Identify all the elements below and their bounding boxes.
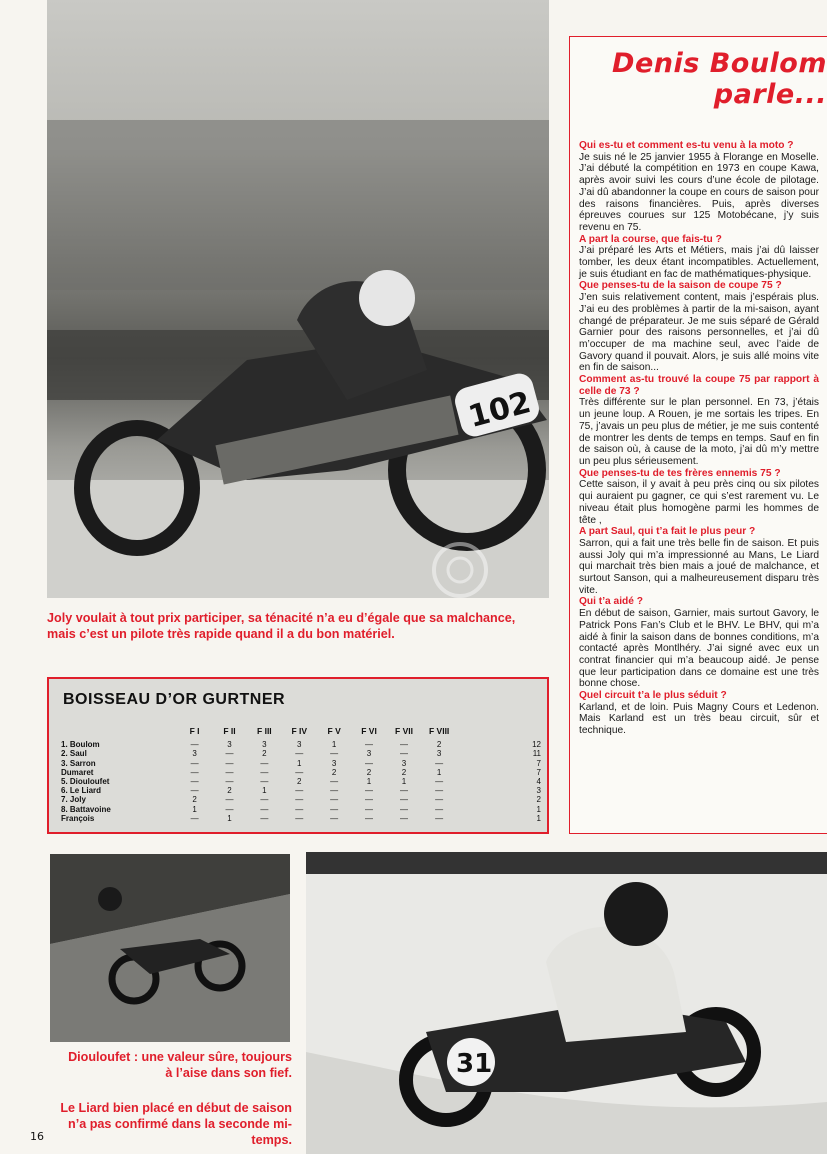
points-cell: — — [190, 813, 199, 823]
points-total: 2 — [536, 795, 541, 805]
points-cell: 3 — [331, 758, 337, 768]
points-cell: — — [400, 813, 408, 823]
standings-row — [61, 740, 547, 749]
page-number: 16 — [30, 1130, 44, 1143]
rider-name: François — [61, 813, 95, 823]
points-cell: — — [435, 795, 444, 805]
points-cell: — — [225, 758, 234, 768]
points-cell: — — [260, 795, 269, 805]
header-f7: F VII — [395, 726, 413, 736]
rider-name: 6. Le Liard — [61, 786, 102, 796]
caption-liard: Le Liard bien placé en début de saison n’a pas confirmé dans la seconde mi-temps. — [60, 1101, 292, 1147]
points-cell: — — [435, 758, 444, 768]
interview-answer: Sarron, qui a fait une très belle fin de saison. Et puis aussi Joly qui m’a impressionné au Mans, Le Liard qui marchait très bien mais a joué de malchance, et surtout Sanson, qui a malheureusement disparu très vite. — [579, 537, 819, 596]
standings-row — [61, 777, 547, 786]
standings-body — [61, 740, 547, 823]
points-cell: — — [260, 767, 269, 777]
interview-body — [579, 140, 819, 737]
points-cell: — — [435, 777, 444, 787]
points-cell: — — [260, 804, 269, 814]
points-cell: 1 — [331, 740, 337, 750]
points-cell: — — [330, 786, 339, 796]
points-total: 11 — [532, 749, 541, 759]
points-cell: — — [190, 740, 199, 750]
standings-row — [61, 749, 547, 758]
rider-name: 8. Battavoine — [61, 804, 111, 814]
interview-answer: Très différente sur le plan personnel. En 73, j’étais un jeune loup. A Rouen, je me sortais les tripes. En 75, j’avais un peu plus de métier, je me suis contenté de montrer les dents de temps en temps. Sauf en fin de saison où, à cause de la moto, j’ai dû m’y mettre un peu plus sérieusement. — [579, 397, 819, 467]
photo-diouloufet — [50, 854, 290, 1042]
points-cell: 3 — [436, 749, 442, 759]
points-cell: — — [330, 804, 339, 814]
points-cell: 2 — [227, 786, 232, 796]
points-cell: 1 — [297, 758, 302, 768]
points-cell: — — [260, 777, 269, 787]
points-cell: — — [295, 767, 304, 777]
points-cell: — — [190, 767, 199, 777]
header-f8: F VIII — [428, 726, 450, 736]
points-cell: 3 — [297, 740, 302, 750]
points-total: 1 — [536, 813, 541, 823]
standings-row — [61, 759, 547, 768]
points-cell: — — [330, 777, 339, 787]
rider-name: 7. Joly — [61, 795, 86, 805]
points-cell: — — [225, 749, 234, 759]
points-cell: 2 — [366, 767, 372, 777]
points-cell: 3 — [227, 740, 232, 750]
points-cell: — — [435, 813, 444, 823]
points-cell: — — [225, 767, 234, 777]
photo-joly-racing — [47, 0, 549, 598]
points-total: 3 — [536, 786, 541, 796]
points-cell: — — [225, 804, 234, 814]
caption-diouloufet: Diouloufet : une valeur sûre, toujours à l’aise dans son fief. — [68, 1050, 292, 1080]
caption-joly: Joly voulait à tout prix participer, sa ténacité n’a eu d’égale que sa malchance, mais c’est un pilote très rapide quand il a du bon matériel. — [47, 611, 516, 641]
points-cell: — — [400, 786, 408, 796]
points-cell: — — [260, 758, 269, 768]
rider-name: 5. Diouloufet — [61, 777, 110, 787]
points-total: 7 — [536, 758, 541, 768]
points-cell: 3 — [192, 749, 197, 759]
points-cell: — — [295, 749, 304, 759]
points-cell: 2 — [192, 795, 197, 805]
points-cell: — — [365, 795, 374, 805]
points-cell: — — [400, 749, 408, 759]
points-cell: — — [365, 813, 374, 823]
points-total: 4 — [536, 777, 541, 787]
points-cell: — — [365, 740, 374, 750]
standings-row — [61, 795, 547, 804]
points-cell: 2 — [436, 740, 442, 750]
photo-le-liard — [306, 852, 827, 1154]
points-cell: — — [365, 804, 374, 814]
points-cell: — — [400, 804, 408, 814]
header-f6: F VI — [361, 726, 377, 736]
points-cell: — — [400, 740, 408, 750]
interview-answer: J’ai préparé les Arts et Métiers, mais j’ai dû laisser tomber, les deux étant incompatibles. Actuellement, je suis étudiant en fac de mathématiques-physique. — [579, 245, 819, 280]
interview-question: A part Saul, qui t’a fait le plus peur ? — [579, 526, 756, 538]
points-cell: 2 — [401, 767, 407, 777]
interview-question: Qui es-tu et comment es-tu venu à la moto ? — [579, 140, 794, 151]
points-cell: — — [190, 786, 199, 796]
interview-question: A part la course, que fais-tu ? — [579, 233, 722, 245]
rider-name: Dumaret — [61, 767, 94, 777]
interview-title-line1: Denis Boulom — [612, 48, 827, 79]
points-cell: 1 — [192, 804, 197, 814]
points-cell: 2 — [297, 777, 302, 787]
interview-question: Qui t’a aidé ? — [579, 596, 643, 608]
interview-question: Que penses-tu de la saison de coupe 75 ? — [579, 280, 782, 292]
points-cell: 3 — [366, 749, 372, 759]
points-cell: — — [295, 786, 304, 796]
points-cell: — — [435, 804, 444, 814]
header-f1: F I — [189, 726, 200, 736]
points-cell: — — [295, 813, 304, 823]
points-cell: — — [260, 813, 269, 823]
points-total: 7 — [536, 767, 541, 777]
standings-row — [61, 786, 547, 795]
header-f3: F III — [257, 726, 272, 736]
rider-name: 2. Saul — [61, 749, 87, 759]
points-cell: 1 — [366, 777, 372, 787]
points-cell: 3 — [262, 740, 267, 750]
standings-title: BOISSEAU D’OR GURTNER — [63, 691, 286, 708]
points-cell: 1 — [227, 813, 232, 823]
points-cell: — — [225, 777, 234, 787]
points-cell: — — [365, 758, 374, 768]
header-name — [61, 727, 177, 740]
header-total — [457, 727, 547, 740]
points-cell: — — [330, 795, 339, 805]
rider-name: 3. Sarron — [61, 758, 96, 768]
standings-row — [61, 805, 547, 814]
points-cell: — — [330, 749, 339, 759]
points-cell: 3 — [401, 758, 407, 768]
interview-answer: Karland, et de loin. Puis Magny Cours et Ledenon. Mais Karland est un très beau circuit, sûr et technique. — [579, 701, 819, 737]
points-cell: — — [225, 795, 234, 805]
standings-box — [47, 677, 549, 834]
points-cell: — — [190, 758, 199, 768]
points-cell: 1 — [262, 786, 267, 796]
header-f5: F V — [327, 726, 341, 736]
interview-question: Quel circuit t’a le plus séduit ? — [579, 690, 727, 702]
interview-answer: Je suis né le 25 janvier 1955 à Florange en Moselle. J’ai débuté la compétition en 1973 en coupe Kawa, après avoir suivi les cours d’une école de pilotage. J’ai dû abandonner la coupe en cours de saison pour des raisons financières. Puis, après diverses épreuves courues sur 125 Motobécane, j’y suis revenu en 75. — [579, 151, 819, 233]
points-cell: 1 — [401, 777, 407, 787]
interview-answer: En début de saison, Garnier, mais surtout Gavory, le Patrick Pons Fan’s Club et le BHV. Le BHV, qui m’a aidé à finir la saison dans de bonnes conditions, m’a contacté après Montlhéry. J’ai signé avec eux un contrat financier qui m’a beaucoup aidé. Je pense que leur participation dans ce domaine est une très bonne chose. — [579, 608, 819, 690]
points-cell: 2 — [262, 749, 267, 759]
standings-table — [61, 727, 547, 823]
standings-row — [61, 768, 547, 777]
bike-number-31-label: 31 — [456, 1049, 493, 1079]
interview-title — [569, 48, 827, 110]
header-f4: F IV — [291, 726, 308, 736]
interview-title-line2: parle... — [713, 79, 827, 110]
header-f2: F II — [223, 726, 236, 736]
rider-name: 1. Boulom — [61, 740, 100, 750]
interview-answer: J’en suis relativement content, mais j’espérais plus. J’ai eu des problèmes à partir de la mi-saison, ayant changé de préparateur. Je me suis séparé de Gérald Garnier pour des raisons personnelles, et j’ai dû m’occuper de ma machine seul, avec l’aide de Gavory quand il pouvait. Alors, je suis allé moins vite en fin de saison... — [579, 292, 819, 374]
points-cell: — — [295, 795, 304, 805]
points-cell: 1 — [436, 767, 442, 777]
points-cell: — — [400, 795, 408, 805]
bike-number-label: 102 — [464, 384, 535, 435]
points-cell: — — [365, 786, 374, 796]
points-cell: — — [330, 813, 339, 823]
points-cell: — — [190, 777, 199, 787]
interview-answer: Cette saison, il y avait à peu près cinq ou six pilotes qui auraient pu gagner, ce qui s’est rarement vu. Le niveau était plus homogène parmi les hommes de tête , — [579, 479, 819, 526]
points-cell: — — [435, 786, 444, 796]
interview-question: Que penses-tu de tes frères ennemis 75 ? — [579, 467, 781, 479]
points-total: 1 — [536, 804, 541, 814]
standings-row — [61, 814, 547, 823]
interview-question: Comment as-tu trouvé la coupe 75 par rapport à celle de 73 ? — [579, 374, 819, 397]
standings-header-row — [61, 727, 547, 740]
points-cell: 2 — [331, 767, 337, 777]
watermark-logo — [430, 540, 490, 600]
points-cell: — — [295, 804, 304, 814]
points-total: 12 — [532, 740, 541, 750]
